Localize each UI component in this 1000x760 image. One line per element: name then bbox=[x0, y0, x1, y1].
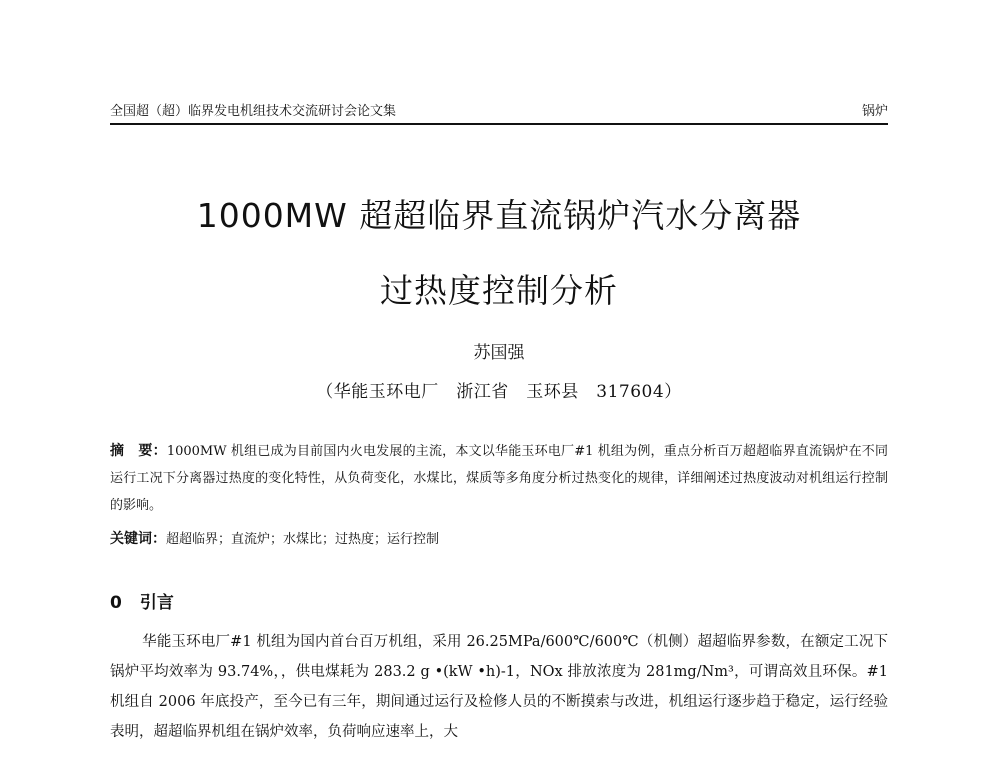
body-paragraph-text: 华能玉环电厂#1 机组为国内首台百万机组，采用 26.25MPa/600℃/600℃（机侧）超超临界参数，在额定工况下锅炉平均效率为 93.74%，，供电煤耗为 283.2 g •(kW •h)-1，NOx 排放浓度为 281mg/Nm³，可谓高效且环保。#1 机组自 2006 年底投产，至今已有三年，期间通过运行及检修人员的不断摸索与改进，机组运行逐步趋于稳定，运行经验表明，超超临界机组在锅炉效率，负荷响应速率上，大 bbox=[110, 634, 888, 740]
abstract-label: 摘 要： bbox=[110, 443, 167, 459]
paper-title-line-1: 1000MW 超超临界直流锅炉汽水分离器 bbox=[196, 196, 802, 235]
author-name: 苏国强 bbox=[473, 343, 525, 363]
author-affiliation: （华能玉环电厂 浙江省 玉环县 317604） bbox=[316, 382, 682, 402]
keywords bbox=[110, 528, 888, 551]
header-proceedings-title: 全国超（超）临界发电机组技术交流研讨会论文集 bbox=[110, 104, 397, 119]
header-section-label: 锅炉 bbox=[861, 104, 888, 119]
running-header bbox=[110, 95, 888, 125]
section-number: 0 bbox=[110, 593, 122, 613]
paper-title-line-2: 过热度控制分析 bbox=[380, 271, 618, 310]
section-title: 引言 bbox=[139, 593, 174, 613]
abstract bbox=[110, 438, 888, 519]
keywords-text: 超超临界；直流炉；水煤比；过热度；运行控制 bbox=[166, 532, 440, 547]
abstract-text: 1000MW 机组已成为目前国内火电发展的主流，本文以华能玉环电厂#1 机组为例，重点分析百万超超临界直流锅炉在不同运行工况下分离器过热度的变化特性，从负荷变化，水煤比，煤质等多角度分析过热变化的规律，详细阐述过热度波动对机组运行控制的影响。 bbox=[110, 444, 889, 513]
keywords-label: 关键词： bbox=[110, 531, 166, 547]
section-heading bbox=[110, 588, 174, 613]
body-paragraph bbox=[110, 627, 888, 747]
